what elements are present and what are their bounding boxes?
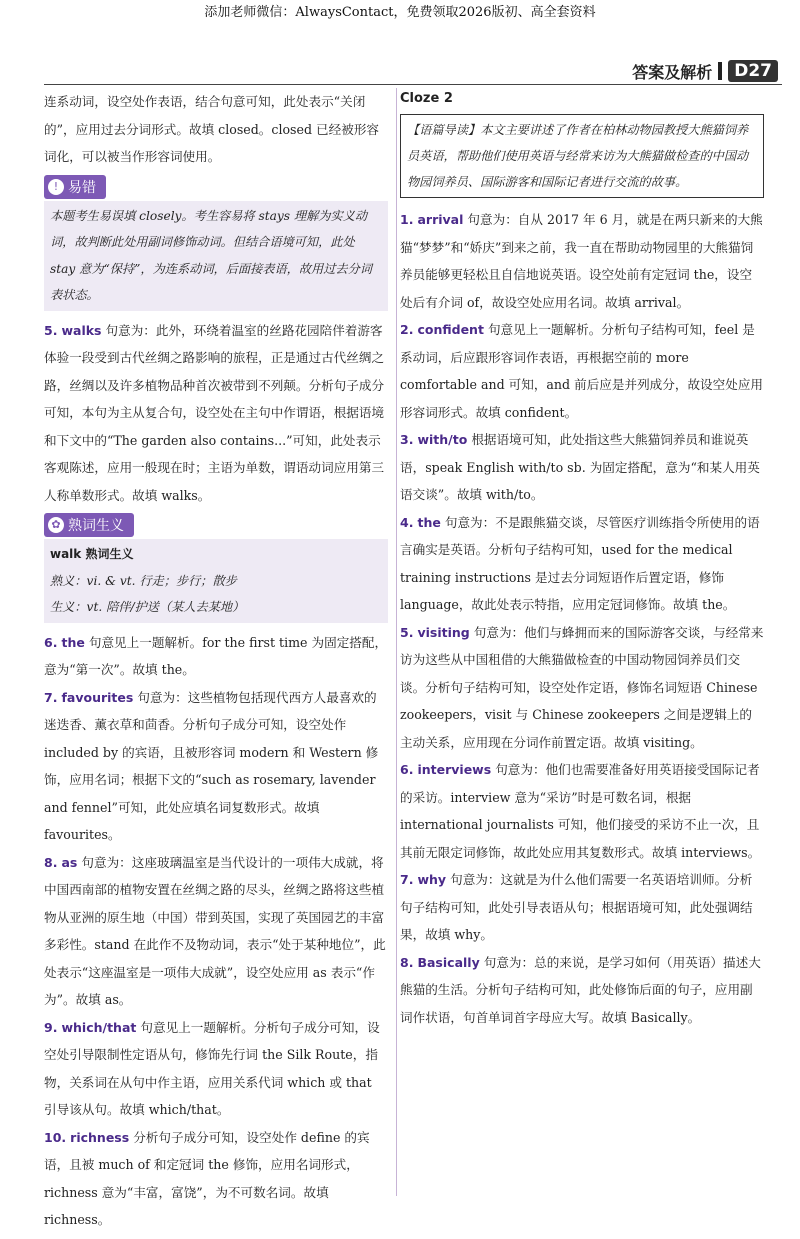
item-text: 句意为：这座玻璃温室是当代设计的一项伟大成就，将中国西南部的植物安置在丝绸之路的尽头，丝绸之路将这些植物从亚洲的原生地（中国）带到英国，实现了英国园艺的丰富多彩性。stand 在此作不及物动词，表示“处于某种地位”，此处表示“这座温室是一项伟大成就”，设空处应用 as 表示“作为”。故填 as。	[44, 854, 386, 1007]
item-answer: arrival	[417, 212, 464, 227]
item-number: 9.	[44, 1019, 58, 1035]
item-number: 6.	[44, 634, 58, 650]
item-number: 3.	[400, 432, 414, 447]
top-banner: 添加老师微信：AlwaysContact，免费领取2026版初、高全套资料	[204, 5, 596, 20]
item-text: 根据语境可知，此处指这些大熊猫饲养员和谁说英语，speak English with/to sb. 为固定搭配，意为“和某人用英语交谈”。故填 with/to。	[400, 432, 760, 502]
item-answer: which/that	[61, 1019, 137, 1035]
answer-item	[400, 426, 764, 509]
cloze-title: Cloze 2	[400, 91, 453, 106]
header-badge: D27	[728, 60, 778, 82]
item-answer: visiting	[417, 624, 470, 640]
item-text: 句意见上一题解析。分析句子结构可知，feel 是系动词，后应跟形容词作表语，再根据空前的 more comfortable and 可知，and 前后应是并列成分，故设空处应用形容词形式。故填 confident。	[400, 322, 764, 420]
item-answer: why	[417, 872, 447, 887]
item-text: 句意为：这就是为什么他们需要一名英语培训师。分析句子结构可知，此处引导表语从句；根据语境可知，此处强调结果，故填 why。	[400, 872, 753, 942]
item-answer: interviews	[417, 762, 492, 777]
item-answer: with/to	[417, 432, 468, 447]
item-number: 7.	[44, 689, 58, 705]
item-number: 4.	[400, 514, 414, 530]
answer-item	[44, 629, 388, 684]
shuci-note	[44, 539, 388, 623]
item-answer: favourites	[61, 689, 134, 705]
item-text: 句意为：这些植物包括现代西方人最喜欢的迷迭香、薰衣草和茴香。分析句子成分可知，设空处作 included by 的宾语，且被形容词 modern 和 Western 修饰，应用名词；根据下文的“such as rosemary, lavender and fennel”可知，此处应填名词复数形式。故填 favourites。	[44, 689, 379, 842]
item-text: 句意为：自从 2017 年 6 月，就是在两只新来的大熊猫“梦梦”和“娇庆”到来之前，我一直在帮助动物园里的大熊猫饲养员能够更轻松且自信地说英语。设空处前有定冠词 the，设空处后有介词 of，故设空处应用名词。故填 arrival。	[400, 212, 763, 310]
item-answer: the	[417, 514, 441, 530]
item-number: 5.	[44, 322, 58, 338]
item-number: 5.	[400, 624, 414, 640]
warning-icon: !	[48, 179, 64, 195]
yicuo-note	[44, 201, 388, 311]
item-number: 6.	[400, 762, 414, 777]
right-column	[400, 88, 764, 1031]
item-text: 句意为：此外，环绕着温室的丝路花园陪伴着游客体验一段受到古代丝绸之路影响的旅程，正是通过古代丝绸之路，丝绸以及许多植物品种首次被带到不列颠。分析句子成分可知，本句为主从复合句，设空处在主句中作谓语，根据语境和下文中的“The garden also contains...”可知，此处表示客观陈述，应用一般现在时；主语为单数，谓语动词应用第三人称单数形式。故填 walks。	[44, 322, 385, 503]
item-number: 7.	[400, 872, 414, 887]
item-number: 10.	[44, 1129, 67, 1145]
left-column	[44, 88, 388, 1234]
answer-item	[400, 756, 764, 866]
item-text: 句意为：他们也需要准备好用英语接受国际记者的采访。interview 意为“采访”时是可数名词，根据 international journalists 可知，他们接受的采访不止一次，且其前无限定词修饰，故此处应用其复数形式。故填 interviews。	[400, 762, 761, 860]
answer-item	[44, 684, 388, 849]
item-answer: the	[61, 634, 85, 650]
answer-item	[400, 206, 764, 316]
flower-icon: ✿	[48, 517, 64, 533]
item-answer: Basically	[417, 954, 480, 970]
shuci-title: walk 熟词生义	[50, 547, 134, 561]
item-number: 8.	[44, 854, 58, 870]
intro-text: 连系动词，设空处作表语，结合句意可知，此处表示“关闭的”，应用过去分词形式。故填 closed。closed 已经被形容词化，可以被当作形容词使用。	[44, 94, 380, 164]
shuci-line-2: 生义：vt. 陪伴/护送（某人去某地）	[50, 600, 245, 614]
item-text: 句意见上一题解析。for the first time 为固定搭配，意为“第一次”。故填 the。	[44, 634, 388, 677]
item-answer: as	[61, 854, 78, 870]
answer-item	[400, 619, 764, 757]
item-number: 2.	[400, 322, 414, 337]
header-rule	[44, 84, 782, 85]
item-text: 句意为：他们与蜂拥而来的国际游客交谈，与经常来访为这些从中国租借的大熊猫做检查的中国动物园饲养员们交谈。分析句子结构可知，设空处作定语，修饰名词短语 Chinese zookeepers，visit 与 Chinese zookeepers 之间是逻辑上的主动关系，应用现在分词作前置定语。故填 visiting。	[400, 624, 764, 750]
reading-guide-text: 【语篇导读】本文主要讲述了作者在柏林动物园教授大熊猫饲养员英语，帮助他们使用英语与经常来访为大熊猫做检查的中国动物园饲养员、国际游客和国际记者进行交流的故事。	[407, 123, 749, 189]
answer-item	[44, 1124, 388, 1234]
answer-item	[400, 866, 764, 949]
shuci-line-1: 熟义：vi. & vt. 行走；步行；散步	[50, 573, 237, 588]
answer-item	[44, 1014, 388, 1124]
answer-item	[400, 316, 764, 426]
answer-item	[400, 509, 764, 619]
page-header	[632, 58, 778, 84]
item-text: 分析句子成分可知，设空处作 define 的宾语，且被 much of 和定冠词 the 修饰，应用名词形式，richness 意为“丰富，富饶”，为不可数名词。故填 richness。	[44, 1129, 370, 1227]
reading-guide-box	[400, 114, 764, 198]
yicuo-label: 易错	[68, 179, 96, 196]
item-text: 句意为：不是跟熊猫交谈，尽管医疗训练指令所使用的语言确实是英语。分析句子结构可知，used for the medical training instructions 是过去分词短语作后置定语，修饰 language，故此处表示特指，应用定冠词修饰。故填 the。	[400, 514, 760, 612]
item-number: 1.	[400, 212, 414, 227]
column-divider	[396, 88, 397, 1196]
shuci-label: 熟词生义	[68, 518, 124, 534]
item-answer: confident	[417, 322, 484, 337]
answer-item	[400, 949, 764, 1032]
answer-item	[44, 849, 388, 1014]
item-text: 句意为：总的来说，是学习如何（用英语）描述大熊猫的生活。分析句子结构可知，此处修饰后面的句子，应用副词作状语，句首单词首字母应大写。故填 Basically。	[400, 954, 761, 1025]
header-bar	[718, 62, 722, 80]
header-title: 答案及解析	[632, 62, 713, 82]
answer-item	[44, 317, 388, 510]
yicuo-text: 本题考生易误填 closely。考生容易将 stays 理解为实义动词，故判断此处用副词修饰动词。但结合语境可知，此处 stay 意为“保持”，为连系动词，后面接表语，故用过去分词表状态。	[50, 208, 372, 302]
item-answer: walks	[61, 322, 102, 338]
item-text: 句意见上一题解析。分析句子成分可知，设空处引导限制性定语从句，修饰先行词 the Silk Route，指物，关系词在从句中作主语，应用关系代词 which 或 that 引导该从句。故填 which/that。	[44, 1019, 380, 1117]
item-answer: richness	[70, 1129, 130, 1145]
shuci-tag	[44, 513, 134, 537]
item-number: 8.	[400, 954, 414, 970]
yicuo-tag	[44, 175, 106, 199]
